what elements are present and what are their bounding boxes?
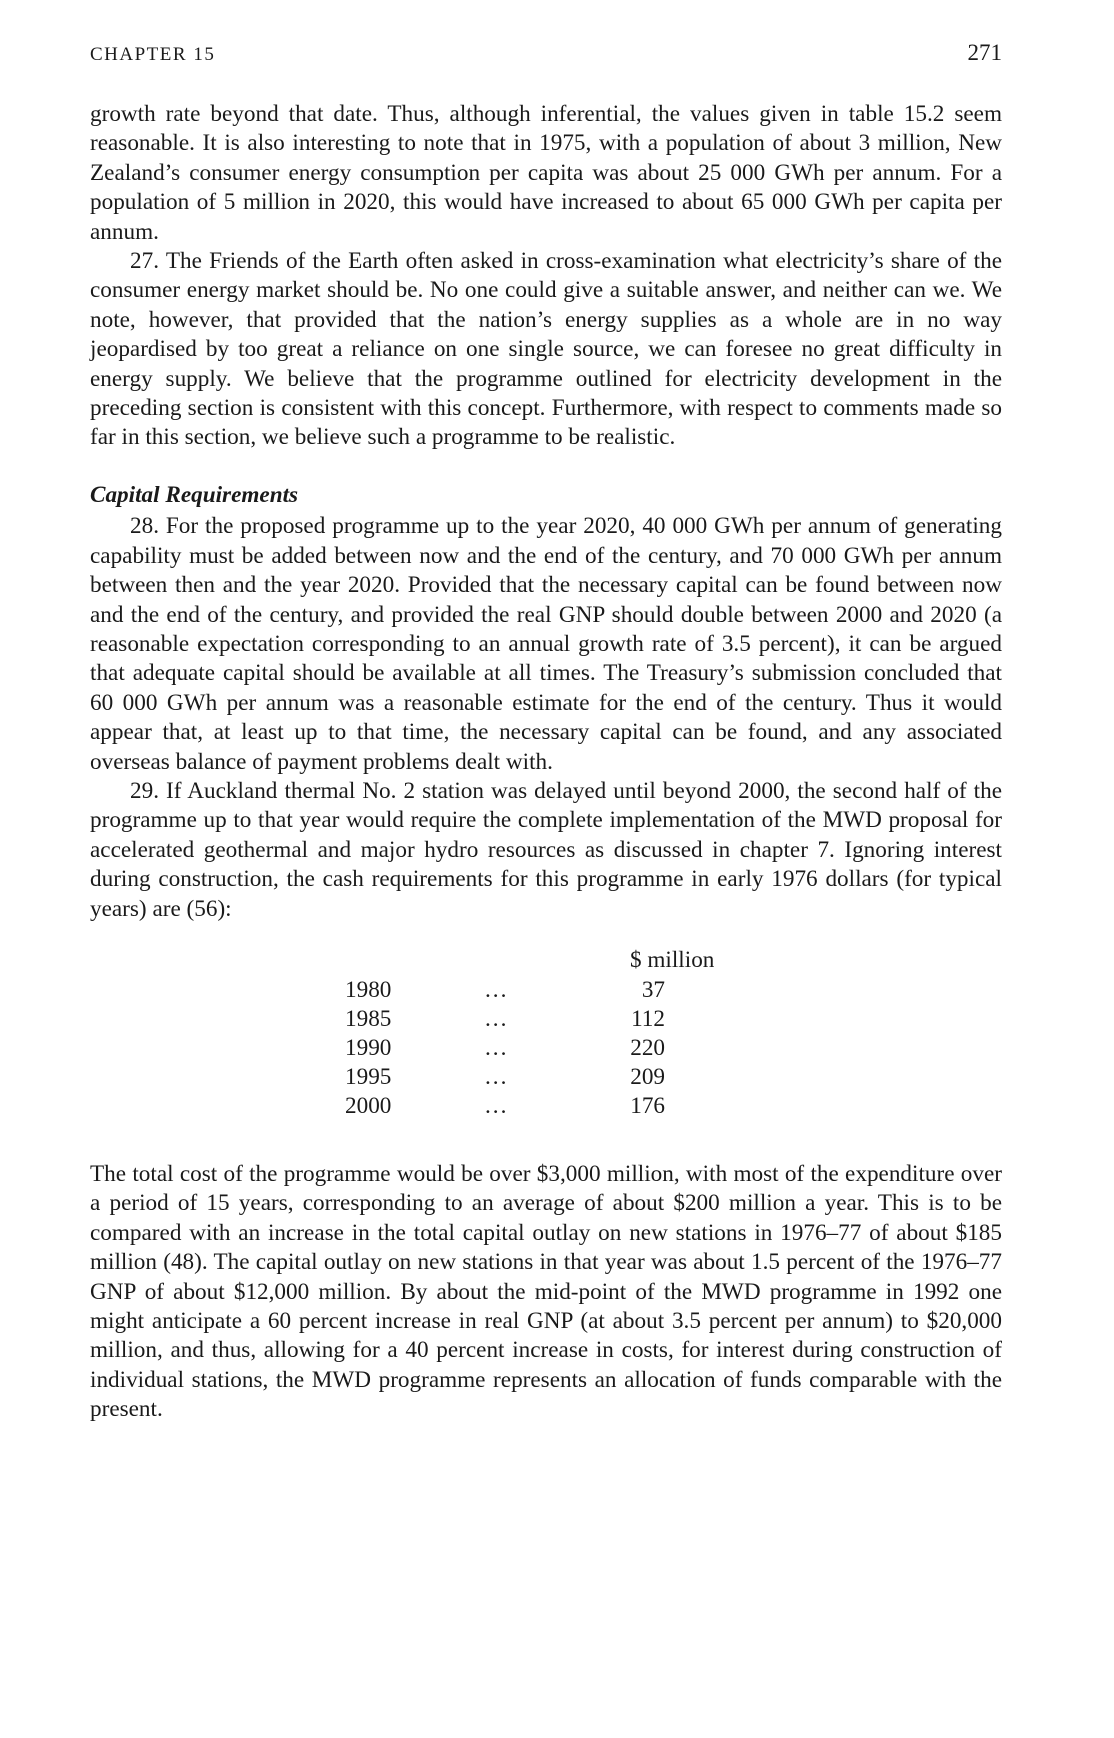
table-row-year: 1985: [345, 1005, 392, 1032]
table-row-value: 37: [641, 976, 665, 1003]
table-row: [345, 1034, 745, 1063]
chapter-label: CHAPTER 15: [90, 44, 216, 65]
body-text: [90, 100, 1002, 1425]
cash-table-unit-header: $ million: [630, 946, 715, 973]
table-row-leader-dots: ...: [485, 976, 509, 1003]
table-row-year: 2000: [345, 1092, 392, 1119]
table-row-leader-dots: ...: [485, 1092, 509, 1119]
section-heading-capital-requirements: Capital Requirements: [90, 481, 299, 508]
cash-requirements-table: [90, 946, 1002, 1136]
table-row-year: 1980: [345, 976, 392, 1003]
paragraph-intro: growth rate beyond that date. Thus, although inferential, the values given in table 15.2 seem reasonable. It is also interesting to note that in 1975, with a population of about 3 million, New Zealand’s consumer energy consumption per capita was about 25 000 GWh per annum. For a population of 5 million in 2020, this would have increased to about 65 000 GWh per capita per annum.: [90, 101, 1002, 245]
table-row-leader-dots: ...: [485, 1005, 509, 1032]
table-row: [345, 1092, 745, 1121]
table-row-value: 176: [630, 1092, 665, 1119]
paragraph-28: 28. For the proposed programme up to the year 2020, 40 000 GWh per annum of generating capability must be added between now and the end of the century, and 70 000 GWh per annum between then and the year 2020. Provided that the necessary capital can be found between now and the end of the century, and provided the real GNP should double between 2000 and 2020 (a reasonable expectation corresponding to an annual growth rate of 3.5 percent), it can be argued that adequate capital should be available at all times. The Treasury’s submission concluded that 60 000 GWh per annum was a reasonable estimate for the end of the century. Thus it would appear that, at least up to that time, the necessary capital can be found, and any associated overseas balance of payment problems dealt with.: [90, 513, 1002, 775]
cash-table-rows: [345, 976, 745, 1121]
table-row-leader-dots: ...: [485, 1063, 509, 1090]
paragraph-27: 27. The Friends of the Earth often asked in cross-examination what electricity’s share of the consumer energy market should be. No one could give a suitable answer, and neither can we. We note, however, that provided that the nation’s energy supplies as a whole are in no way jeopardised by too great a reliance on one single source, we can foresee no great difficulty in energy supply. We believe that the programme outlined for electricity development in the preceding section is consistent with this concept. Furthermore, with respect to comments made so far in this section, we believe such a programme to be realistic.: [90, 248, 1002, 451]
table-row: [345, 1005, 745, 1034]
table-row-year: 1990: [345, 1034, 392, 1061]
paragraph-29: 29. If Auckland thermal No. 2 station was delayed until beyond 2000, the second half of the programme up to that year would require the complete implementation of the MWD proposal for accelerated geothermal and major hydro resources as discussed in chapter 7. Ignoring interest during construction, the cash requirements for this programme in early 1976 dollars (for typical years) are (56):: [90, 777, 1002, 922]
table-row-value: 220: [630, 1034, 665, 1061]
page-number: 271: [967, 40, 1002, 65]
table-row-year: 1995: [345, 1063, 392, 1090]
table-row: [345, 1063, 745, 1092]
table-row-leader-dots: ...: [485, 1034, 509, 1061]
running-head: [90, 40, 1002, 72]
table-row-value: 112: [631, 1005, 665, 1032]
table-row-value: 209: [630, 1063, 665, 1090]
table-row: [345, 976, 745, 1005]
paragraph-closing: The total cost of the programme would be over $3,000 million, with most of the expenditure over a period of 15 years, corresponding to an average of about $200 million a year. This is to be compared with an increase in the total capital outlay on new stations in 1976–77 of about $185 million (48). The capital outlay on new stations in that year was about 1.5 percent of the 1976–77 GNP of about $12,000 million. By about the mid-point of the MWD programme in 1992 one might anticipate a 60 percent increase in real GNP (at about 3.5 percent per annum) to $20,000 million, and thus, allowing for a 40 percent increase in costs, for interest during construction of individual stations, the MWD programme represents an allocation of funds comparable with the present.: [90, 1160, 1002, 1423]
